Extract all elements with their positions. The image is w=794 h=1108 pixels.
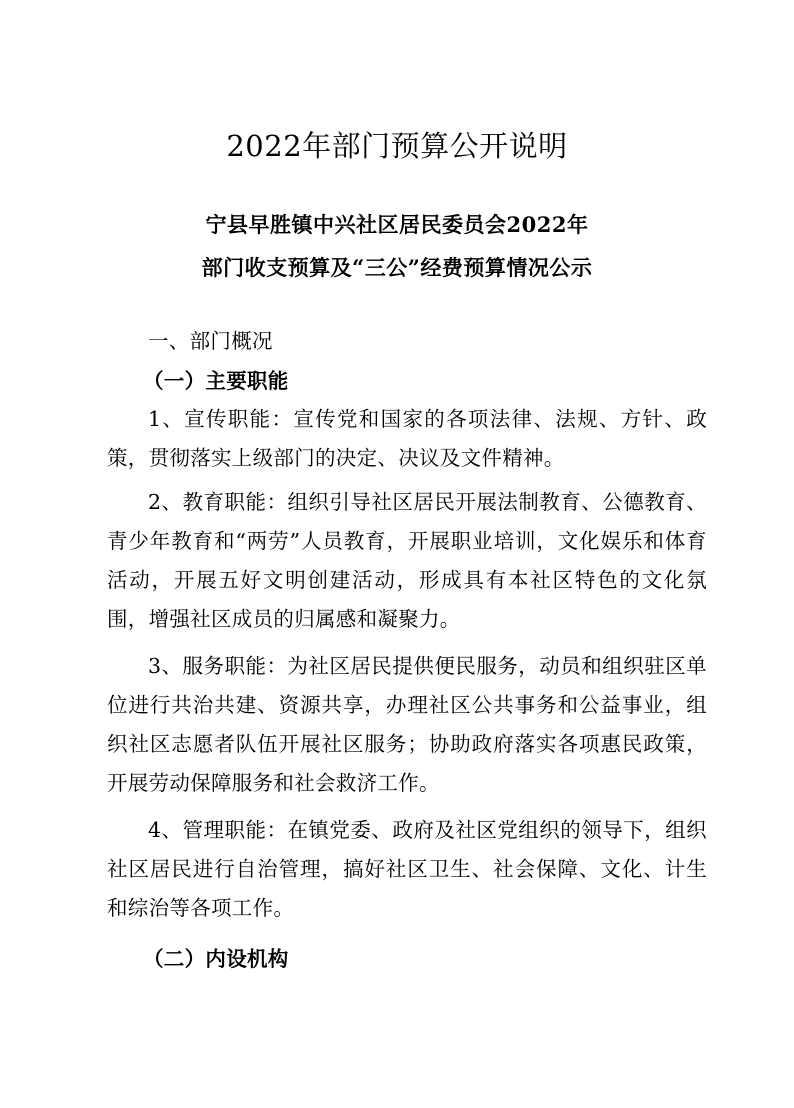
subtitle-line-1: 宁县早胜镇中兴社区居民委员会2022年: [205, 212, 589, 237]
paragraph-publicity: 1、宣传职能：宣传党和国家的各项法律、法规、方针、政策，贯彻落实上级部门的决定、决议及文件精神。: [107, 407, 707, 470]
paragraph-service: 3、服务职能：为社区居民提供便民服务，动员和组织驻区单位进行共治共建、资源共享，办理社区公共事务和公益事业，组织社区志愿者队伍开展社区服务；协助政府落实各项惠民政策，开展劳动保障服务和社会救济工作。: [107, 654, 707, 795]
paragraph-management: 4、管理职能：在镇党委、政府及社区党组织的领导下，组织社区居民进行自治管理，搞好社区卫生、社会保障、文化、计生和综治等各项工作。: [107, 818, 707, 920]
subsection-heading-structure: （二）内设机构: [143, 947, 289, 971]
subtitle-line-2: 部门收支预算及“三公”经费预算情况公示: [201, 255, 593, 280]
subsection-heading-functions: （一）主要职能: [143, 369, 289, 393]
section-heading-overview: 一、部门概况: [148, 329, 273, 353]
document-title: 2022年部门预算公开说明: [226, 129, 568, 163]
paragraph-education: 2、教育职能：组织引导社区居民开展法制教育、公德教育、青少年教育和“两劳”人员教育，开展职业培训，文化娱乐和体育活动，开展五好文明创建活动，形成具有本社区特色的文化氛围，增强社区成员的归属感和凝聚力。: [107, 490, 707, 631]
